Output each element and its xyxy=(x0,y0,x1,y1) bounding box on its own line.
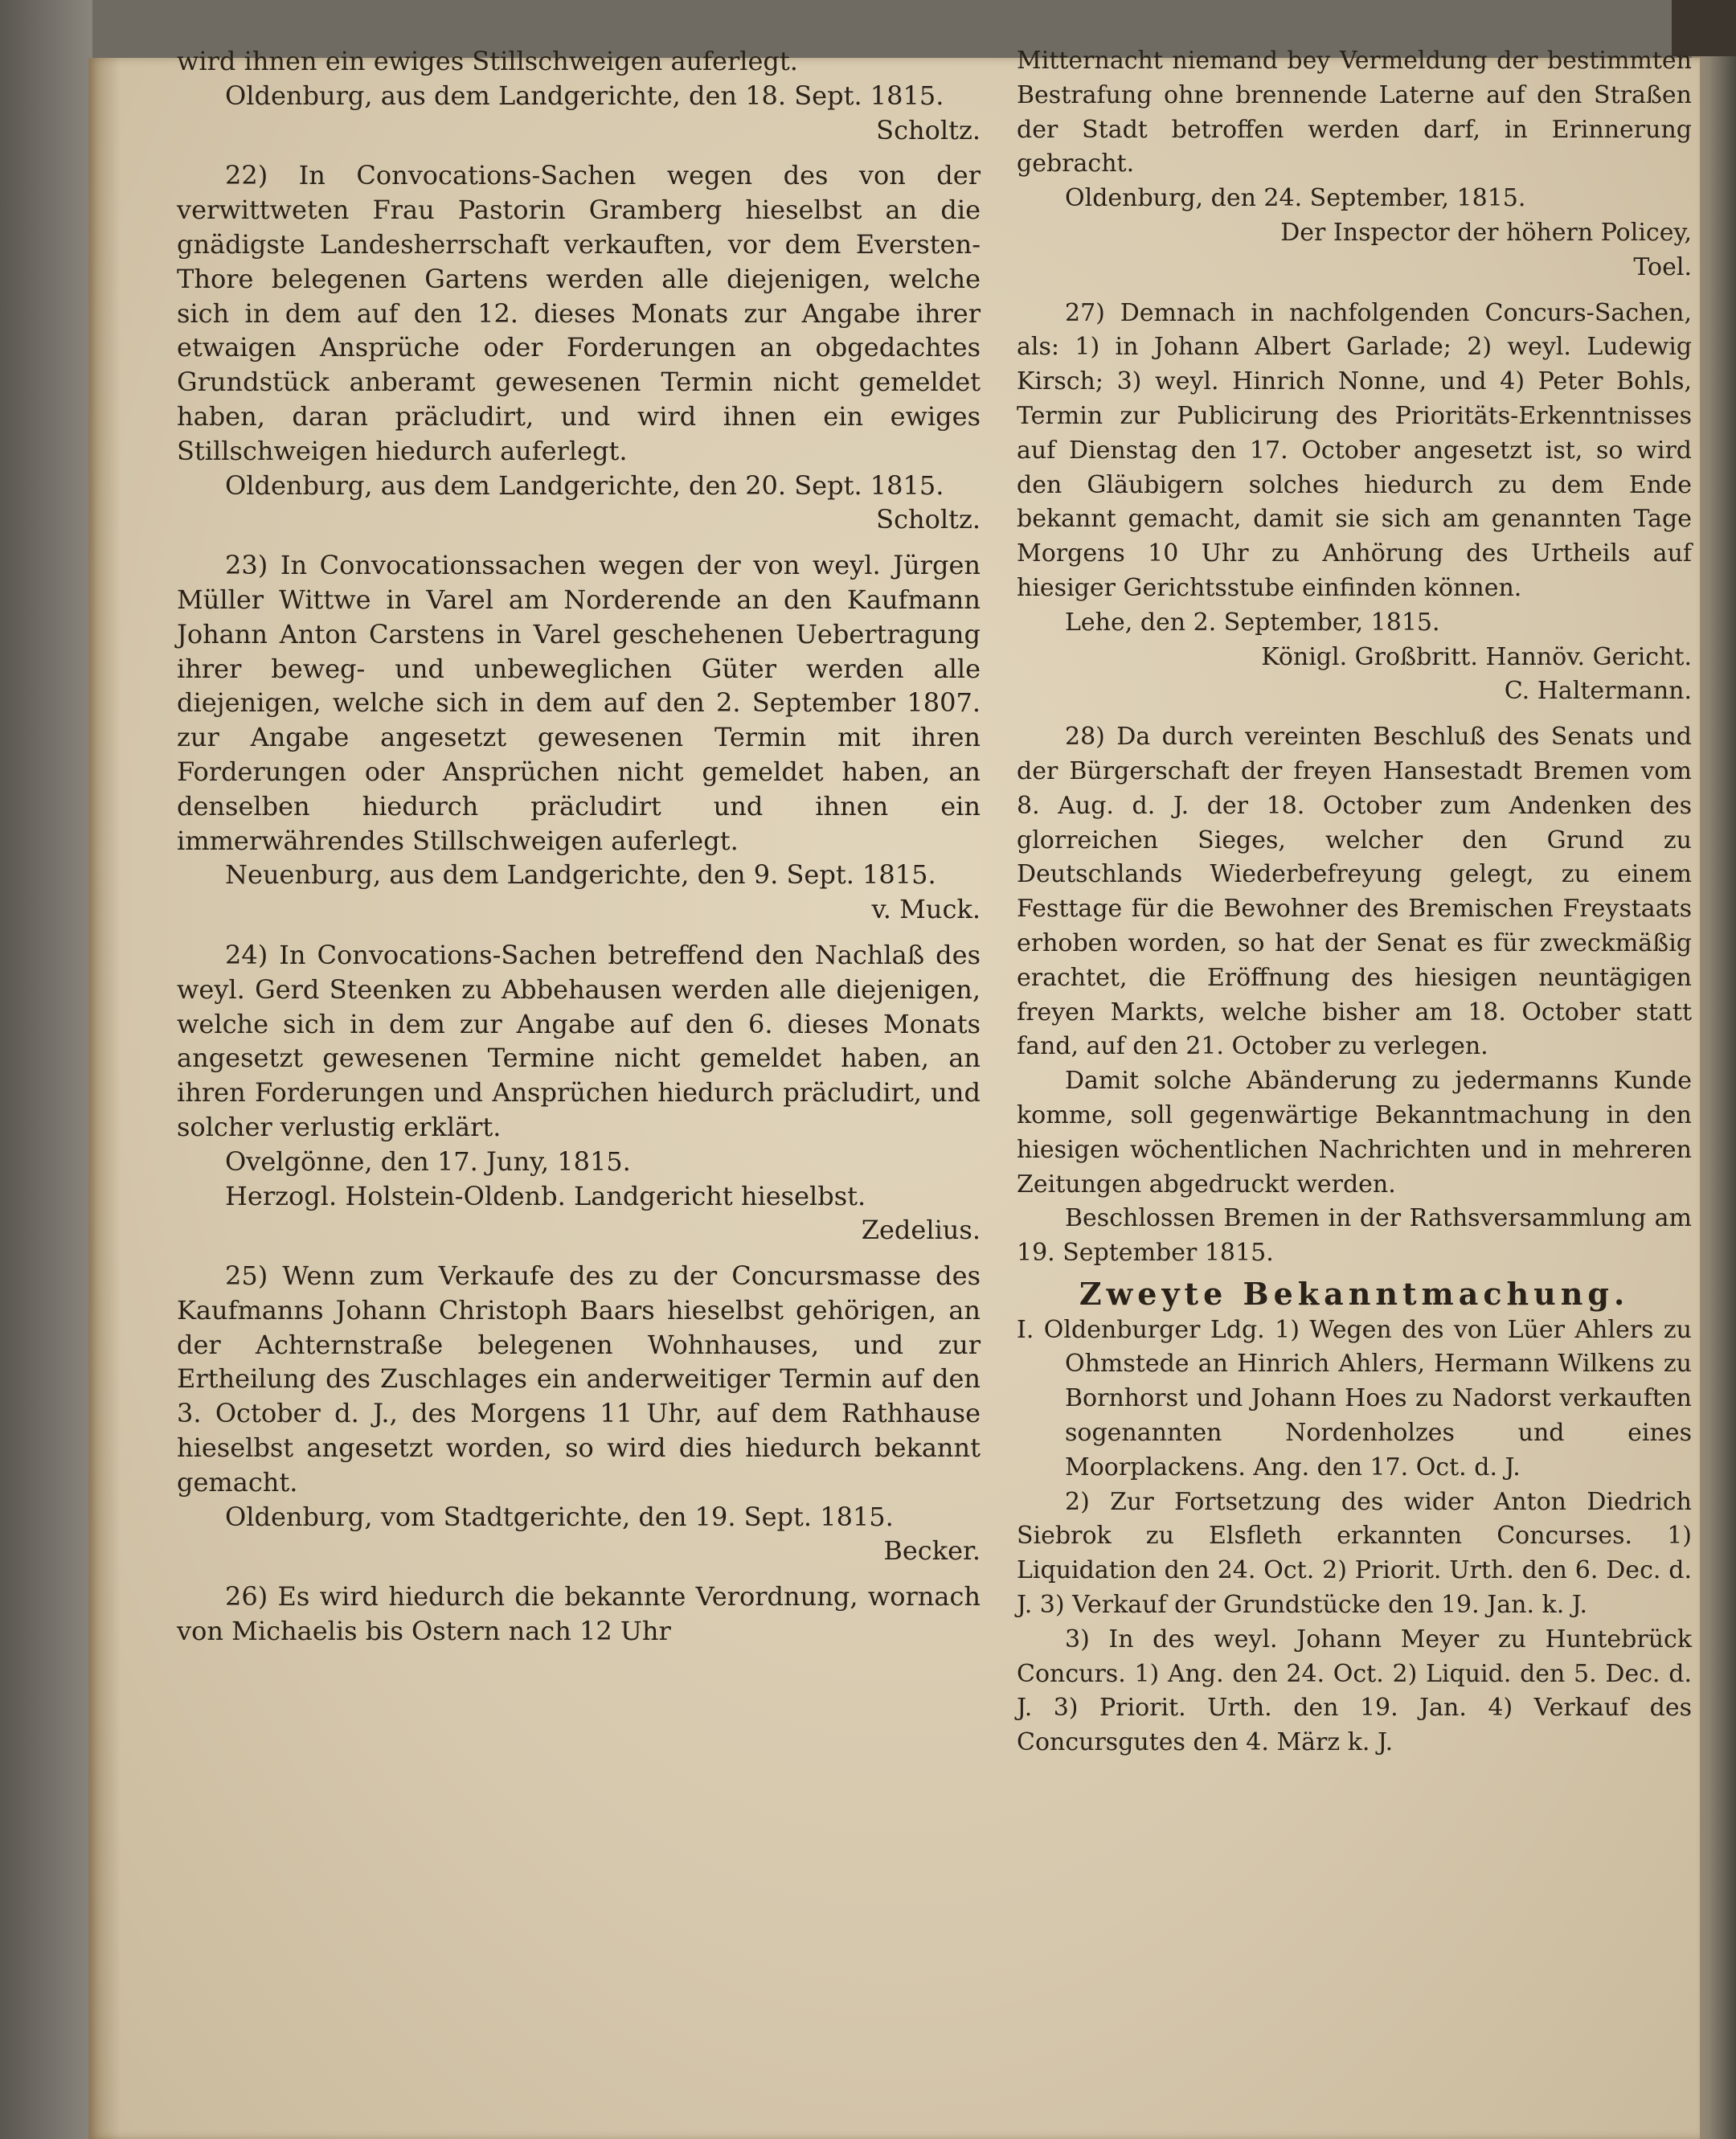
gutter-shadow xyxy=(88,58,121,2139)
book-binding xyxy=(0,0,92,2139)
notice-27: 27) Demnach in nachfolgenden Concurs-Sachen, als: 1) in Johann Albert Garlade; 2) weyl. Ludewig Kirsch; 3) weyl. Hinrich Nonne, und 4) Peter Bohls, Termin zur Publicirung des Prioritäts-Erkenntnisses auf Dienstag den 17. October angesetzt ist, so wird den Gläubigern solches hiedurch zu dem Ende bekannt gemacht, damit sie sich am genannten Tage Morgens 10 Uhr zu Anhörung des Urtheils auf hiesiger Gerichtsstube einfinden können. xyxy=(1017,298,1692,602)
dateline: Oldenburg, vom Stadtgerichte, den 19. Sept. 1815. xyxy=(225,1501,894,1532)
signature: Scholtz. xyxy=(876,114,981,145)
dateline: Beschlossen Bremen in der Rathsversammlung am 19. September 1815. xyxy=(1017,1204,1692,1268)
paragraph: wird ihnen ein ewiges Stillschweigen auferlegt. xyxy=(177,46,798,76)
section-heading: Zweyte Bekanntmachung. xyxy=(1079,1275,1630,1312)
dateline: Neuenburg, aus dem Landgerichte, den 9. Sept. 1815. xyxy=(225,859,936,891)
notice-entry: 2) Zur Fortsetzung des wider Anton Diedrich Siebrok zu Elsfleth erkannten Concurses. 1) Liquidation den 24. Oct. 2) Priorit. Urth. den 6. Dec. d. J. 3) Verkauf der Grundstücke den 19. Jan. k. J. xyxy=(1017,1487,1692,1620)
right-column xyxy=(1017,44,1692,1760)
signature: C. Haltermann. xyxy=(1504,677,1692,706)
court-name: Herzogl. Holstein-Oldenb. Landgericht hieselbst. xyxy=(225,1180,866,1211)
left-column xyxy=(177,44,981,1649)
notice-25: 25) Wenn zum Verkaufe des zu der Concursmasse des Kaufmanns Johann Christoph Baars hieselbst gehörigen, an der Achternstraße belegenen Wohnhauses, und zur Ertheilung des Zuschlages ein anderweitiger Termin auf den 3. October d. J., des Morgens 11 Uhr, auf dem Rathhause hieselbst angesetzt worden, so wird dies hiedurch bekannt gemacht. xyxy=(177,1260,981,1498)
signature: Zedelius. xyxy=(861,1215,981,1246)
signature: Becker. xyxy=(883,1535,981,1567)
notice-23: 23) In Convocationssachen wegen der von weyl. Jürgen Müller Wittwe in Varel am Norderende an den Kaufmann Johann Anton Carstens in Varel geschehenen Uebertragung ihrer beweg- und unbeweglichen Güter werden alle diejenigen, welche sich in dem auf den 2. September 1807. zur Angabe angesetzt gewesenen Termin mit ihren Forderungen oder Ansprüchen nicht gemeldet haben, an denselben hiedurch präcludirt und ihnen ein immerwährendes Stillschweigen auferlegt. xyxy=(177,550,981,856)
signature: Toel. xyxy=(1633,252,1692,281)
paragraph: Mitternacht niemand bey Vermeldung der bestimmten Bestrafung ohne brennende Laterne auf den Straßen der Stadt betroffen werden darf, in Erinnerung gebracht. xyxy=(1017,47,1692,178)
signature: v. Muck. xyxy=(871,894,981,925)
signature-title: Der Inspector der höhern Policey, xyxy=(1280,218,1692,247)
dateline: Oldenburg, aus dem Landgerichte, den 18. Sept. 1815. xyxy=(225,80,944,111)
notice-28: 28) Da durch vereinten Beschluß des Senats und der Bürgerschaft der freyen Hansestadt Bremen vom 8. Aug. d. J. der 18. October zum Andenken des glorreichen Sieges, welcher den Grund zu Deutschlands Wiederbefreyung gelegt, zu einem Festtage für die Bewohner des Bremischen Freystaats erhoben worden, so hat der Senat es für zweckmäßig erachtet, die Eröffnung des hiesigen neuntägigen freyen Markts, welche bisher am 18. October statt fand, auf den 21. October zu verlegen. xyxy=(1017,723,1692,1061)
paragraph: Damit solche Abänderung zu jedermanns Kunde komme, soll gegenwärtige Bekanntmachung in den hiesigen wöchentlichen Nachrichten und in mehreren Zeitungen abgedruckt werden. xyxy=(1017,1067,1692,1199)
notice-26: 26) Es wird hiedurch die bekannte Verordnung, wornach von Michaelis bis Ostern nach 12 Uhr xyxy=(177,1581,981,1647)
court-name: Königl. Großbritt. Hannöv. Gericht. xyxy=(1261,642,1692,671)
dateline: Oldenburg, aus dem Landgerichte, den 20. Sept. 1815. xyxy=(225,469,944,501)
dateline: Lehe, den 2. September, 1815. xyxy=(1065,608,1440,637)
dateline: Oldenburg, den 24. September, 1815. xyxy=(1065,184,1526,213)
dateline: Ovelgönne, den 17. Juny, 1815. xyxy=(225,1145,631,1177)
notice-entry: 3) In des weyl. Johann Meyer zu Huntebrück Concurs. 1) Ang. den 24. Oct. 2) Liquid. den 5. Dec. d. J. 3) Priorit. Urth. den 19. Jan. 4) Verkauf des Concursgutes den 4. März k. J. xyxy=(1017,1625,1692,1757)
notice-24: 24) In Convocations-Sachen betreffend den Nachlaß des weyl. Gerd Steenken zu Abbehausen werden alle diejenigen, welche sich in dem zur Angabe auf den 6. dieses Monats angesetzt gewesenen Termine nicht gemeldet haben, an ihren Forderungen und Ansprüchen hiedurch präcludirt, und solcher verlustig erklärt. xyxy=(177,939,981,1142)
notice-22: 22) In Convocations-Sachen wegen des von der verwittweten Frau Pastorin Gramberg hieselbst an die gnädigste Landesherrschaft verkauften, vor dem Eversten-Thore belegenen Gartens werden alle diejenigen, welche sich in dem auf den 12. dieses Monats zur Angabe ihrer etwaigen Ansprüche oder Forderungen an obgedachtes Grundstück anberamt gewesenen Termin nicht gemeldet haben, daran präcludirt, und wird ihnen ein ewiges Stillschweigen hiedurch auferlegt. xyxy=(177,160,981,466)
signature: Scholtz. xyxy=(876,504,981,535)
notice-entry: I. Oldenburger Ldg. 1) Wegen des von Lüer Ahlers zu Ohmstede an Hinrich Ahlers, Hermann Wilkens zu Bornhorst und Johann Hoes zu Nadorst verkauften sogenannten Nordenholzes und eines Moorplackens. Ang. den 17. Oct. d. J. xyxy=(1017,1315,1692,1481)
